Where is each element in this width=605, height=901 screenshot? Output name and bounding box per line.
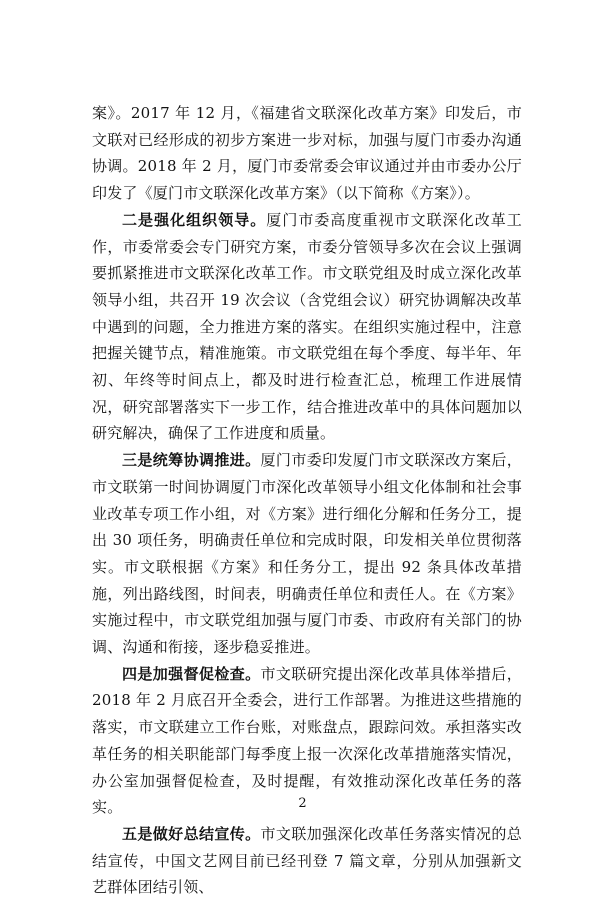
paragraph-text: 案》。2017 年 12 月，《福建省文联深化改革方案》印发后，市文联对已经形成的初步方案进一步对标，加强与厦门市委办沟通协调。2018 年 2 月，厦门市委常委会审议通过并由市委办公厅印发了《厦门市文联深化改革方案》（以下简称《方案》）。 bbox=[92, 104, 522, 203]
paragraph-organization-leadership bbox=[92, 207, 522, 447]
paragraph-heading: 三是统筹协调推进。 bbox=[122, 451, 261, 470]
paragraph-heading: 五是做好总结宣传。 bbox=[122, 824, 261, 843]
paragraph-heading: 四是加强督促检查。 bbox=[122, 664, 261, 683]
paragraph-continuation bbox=[92, 100, 522, 207]
paragraph-heading: 二是强化组织领导。 bbox=[122, 210, 267, 229]
paragraph-text: 市文联加强深化改革任务落实情况的总结宣传，中国文艺网目前已经刊登 7 篇文章，分别从加强新文艺群体团结引领、 bbox=[92, 824, 522, 897]
paragraph-coordination bbox=[92, 447, 522, 661]
paragraph-publicity bbox=[92, 821, 522, 901]
page-number: 2 bbox=[298, 796, 307, 811]
paragraph-text: 市文联研究提出深化改革具体举措后，2018 年 2 月底召开全委会，进行工作部署。为推进这些措施的落实，市文联建立工作台账，对账盘点，跟踪问效。承担落实改革任务的相关职能部门每季度上报一次深化改革措施落实情况，办公室加强督促检查，及时提醒，有效推动深化改革任务的落实。 bbox=[92, 664, 522, 817]
body-text bbox=[92, 100, 522, 901]
paragraph-text: 厦门市委高度重视市文联深化改革工作，市委常委会专门研究方案，市委分管领导多次在会议上强调要抓紧推进市文联深化改革工作。市文联党组及时成立深化改革领导小组，共召开 19 次会议（含党组会议）研究协调解决改革中遇到的问题，全力推进方案的落实。在组织实施过程中，注意把握关键节点，精准施策。市文联党组在每个季度、每半年、年初、年终等时间点上，都及时进行检查汇总，梳理工作进展情况，研究部署落实下一步工作，结合推进改革中的具体问题加以研究解决，确保了工作进度和质量。 bbox=[92, 210, 522, 443]
paragraph-text: 厦门市委印发厦门市文联深改方案后，市文联第一时间协调厦门市深化改革领导小组文化体制和社会事业改革专项工作小组，对《方案》进行细化分解和任务分工，提出 30 项任务，明确责任单位和完成时限，印发相关单位贯彻落实。市文联根据《方案》和任务分工，提出 92 条具体改革措施，列出路线图，时间表，明确责任单位和责任人。在《方案》实施过程中，市文联党组加强与厦门市委、市政府有关部门的协调、沟通和衔接，逐步稳妥推进。 bbox=[92, 451, 522, 657]
